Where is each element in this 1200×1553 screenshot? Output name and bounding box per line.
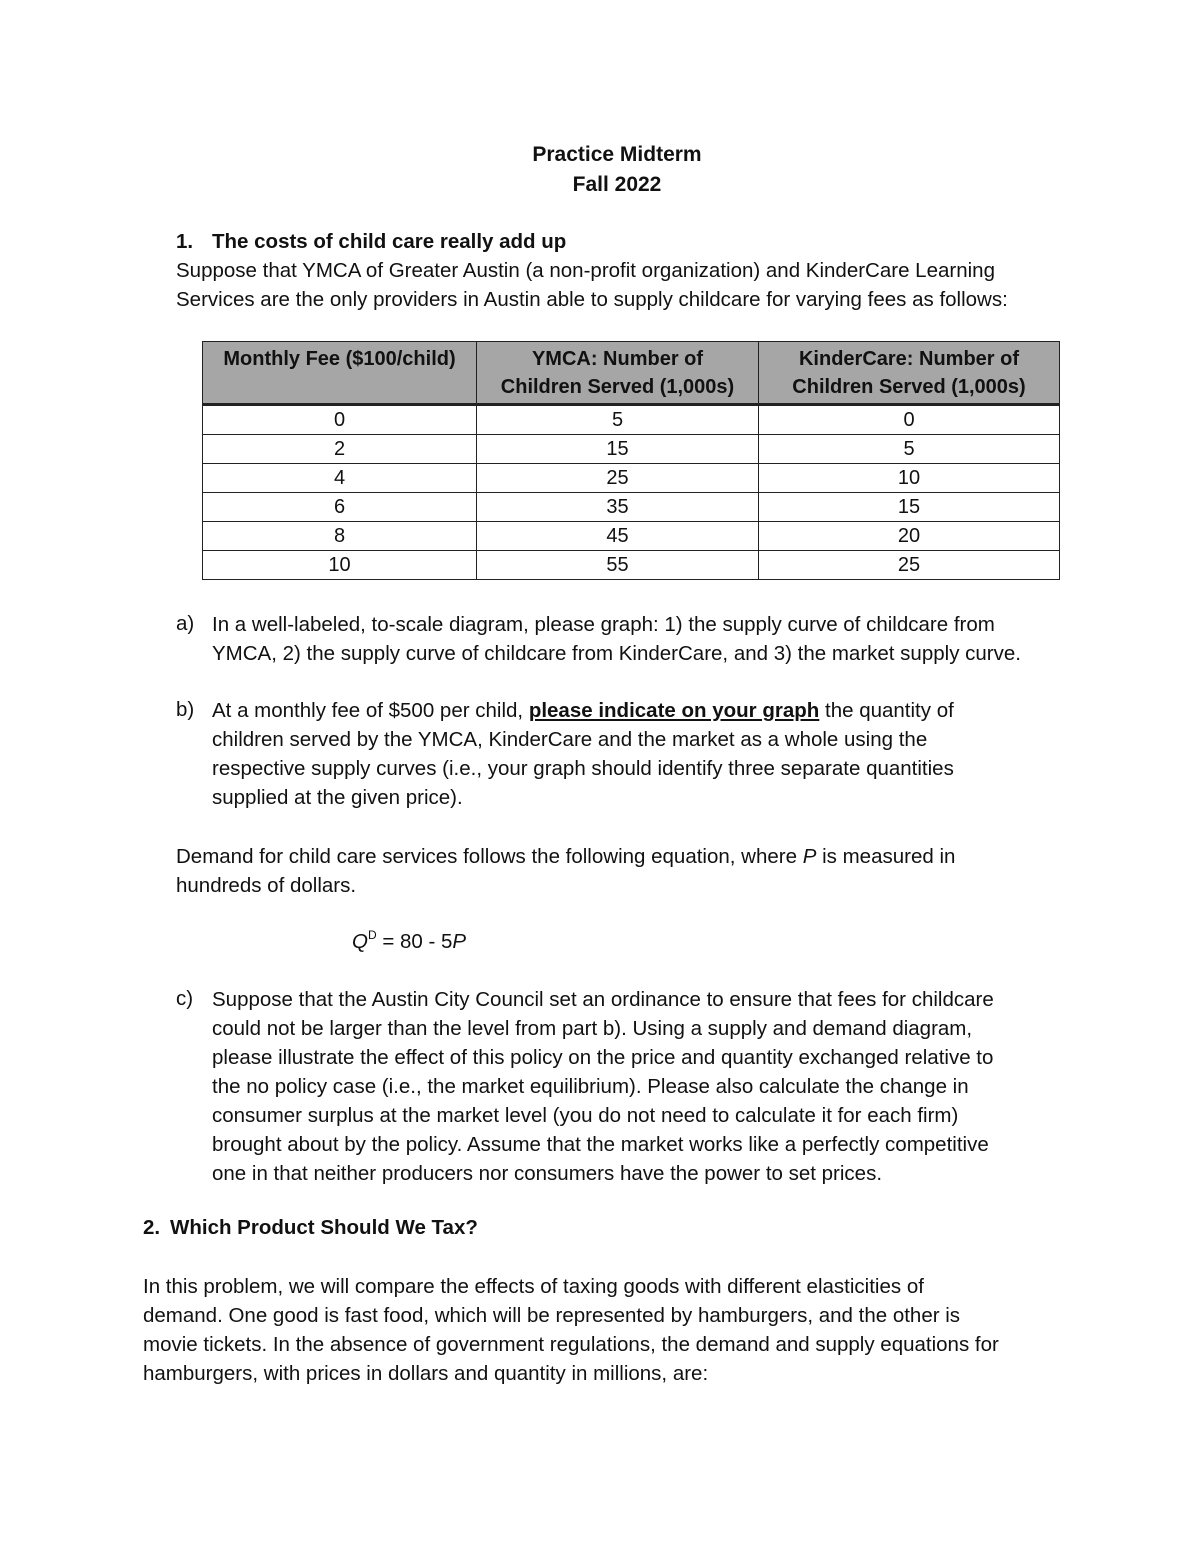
q1-number: 1. [176, 230, 194, 253]
part-a-text: In a well-labeled, to-scale diagram, please graph: 1) the supply curve of childcare from YMCA, 2) the supply curve of childcare from KinderCare, and 3) the market supply curve. [212, 613, 1021, 665]
part-c-text: Suppose that the Austin City Council set an ordinance to ensure that fees for childcare could not be larger than the level from part b). Using a supply and demand diagram, please illustrate the effect of this policy on the price and quantity exchanged relative to the no policy case (i.e., the market equilibrium). Please also calculate the change in consumer surplus at the market level (you do not need to calculate it for each firm) brought about by the policy. Assume that the market works like a perfectly competitive one in that neither producers nor consumers have the power to set prices. [212, 988, 994, 1185]
page-subtitle: Fall 2022 [572, 173, 662, 196]
q1-intro-line: Services are the only providers in Austin able to supply childcare for varying fees as follows: [176, 288, 1008, 311]
table-row [203, 464, 1060, 493]
table-row [203, 551, 1060, 580]
table-cell: 15 [759, 493, 1060, 522]
table-cell: 5 [477, 405, 759, 435]
supply-schedule-table [202, 341, 1060, 580]
table-cell: 15 [477, 435, 759, 464]
column-header-ymca: YMCA: Number of Children Served (1,000s) [477, 342, 759, 405]
q2-paragraph: In this problem, we will compare the effects of taxing goods with different elasticities of demand. One good is fast food, which will be represented by hamburgers, and the other is movie tickets. In the absence of government regulations, the demand and supply equations for hamburgers, with prices in dollars and quantity in millions, are: [143, 1275, 999, 1385]
part-b-marker: b) [176, 698, 195, 721]
q2-heading: Which Product Should We Tax? [170, 1216, 478, 1239]
part-b-text: At a monthly fee of $500 per child, please indicate on your graph the quantity of children served by the YMCA, KinderCare and the market as a whole using the respective supply curves (i.e., your graph should identify three separate quantities supplied at the given price). [212, 699, 954, 809]
table-cell: 35 [477, 493, 759, 522]
table-row [203, 435, 1060, 464]
part-a-marker: a) [176, 612, 195, 635]
q2-number: 2. [143, 1216, 161, 1239]
part-c-marker: c) [176, 987, 194, 1010]
table-cell: 20 [759, 522, 1060, 551]
table-cell: 2 [203, 435, 477, 464]
table-cell: 45 [477, 522, 759, 551]
q1-heading: The costs of child care really add up [212, 230, 567, 253]
q1-intro-line: Suppose that YMCA of Greater Austin (a non-profit organization) and KinderCare Learning [176, 259, 995, 282]
demand-paragraph: Demand for child care services follows the following equation, where P is measured in hundreds of dollars. [176, 845, 956, 897]
table-cell: 10 [203, 551, 477, 580]
table-cell: 25 [759, 551, 1060, 580]
page-title: Practice Midterm [532, 143, 702, 166]
table-row [203, 493, 1060, 522]
table-cell: 5 [759, 435, 1060, 464]
table-header-row [203, 342, 1060, 405]
table-cell: 55 [477, 551, 759, 580]
table-cell: 8 [203, 522, 477, 551]
emphasis-underline: please indicate on your graph [528, 699, 820, 722]
table-cell: 25 [477, 464, 759, 493]
column-header-fee: Monthly Fee ($100/child) [203, 342, 477, 405]
table-row [203, 405, 1060, 435]
demand-equation: $Q^D = 80 - 5P$ [352, 928, 467, 953]
table-cell: 6 [203, 493, 477, 522]
table-cell: 4 [203, 464, 477, 493]
column-header-kindercare: KinderCare: Number of Children Served (1,000s) [759, 342, 1060, 405]
table-cell: 0 [759, 405, 1060, 435]
table-cell: 10 [759, 464, 1060, 493]
table-row [203, 522, 1060, 551]
table-cell: 0 [203, 405, 477, 435]
